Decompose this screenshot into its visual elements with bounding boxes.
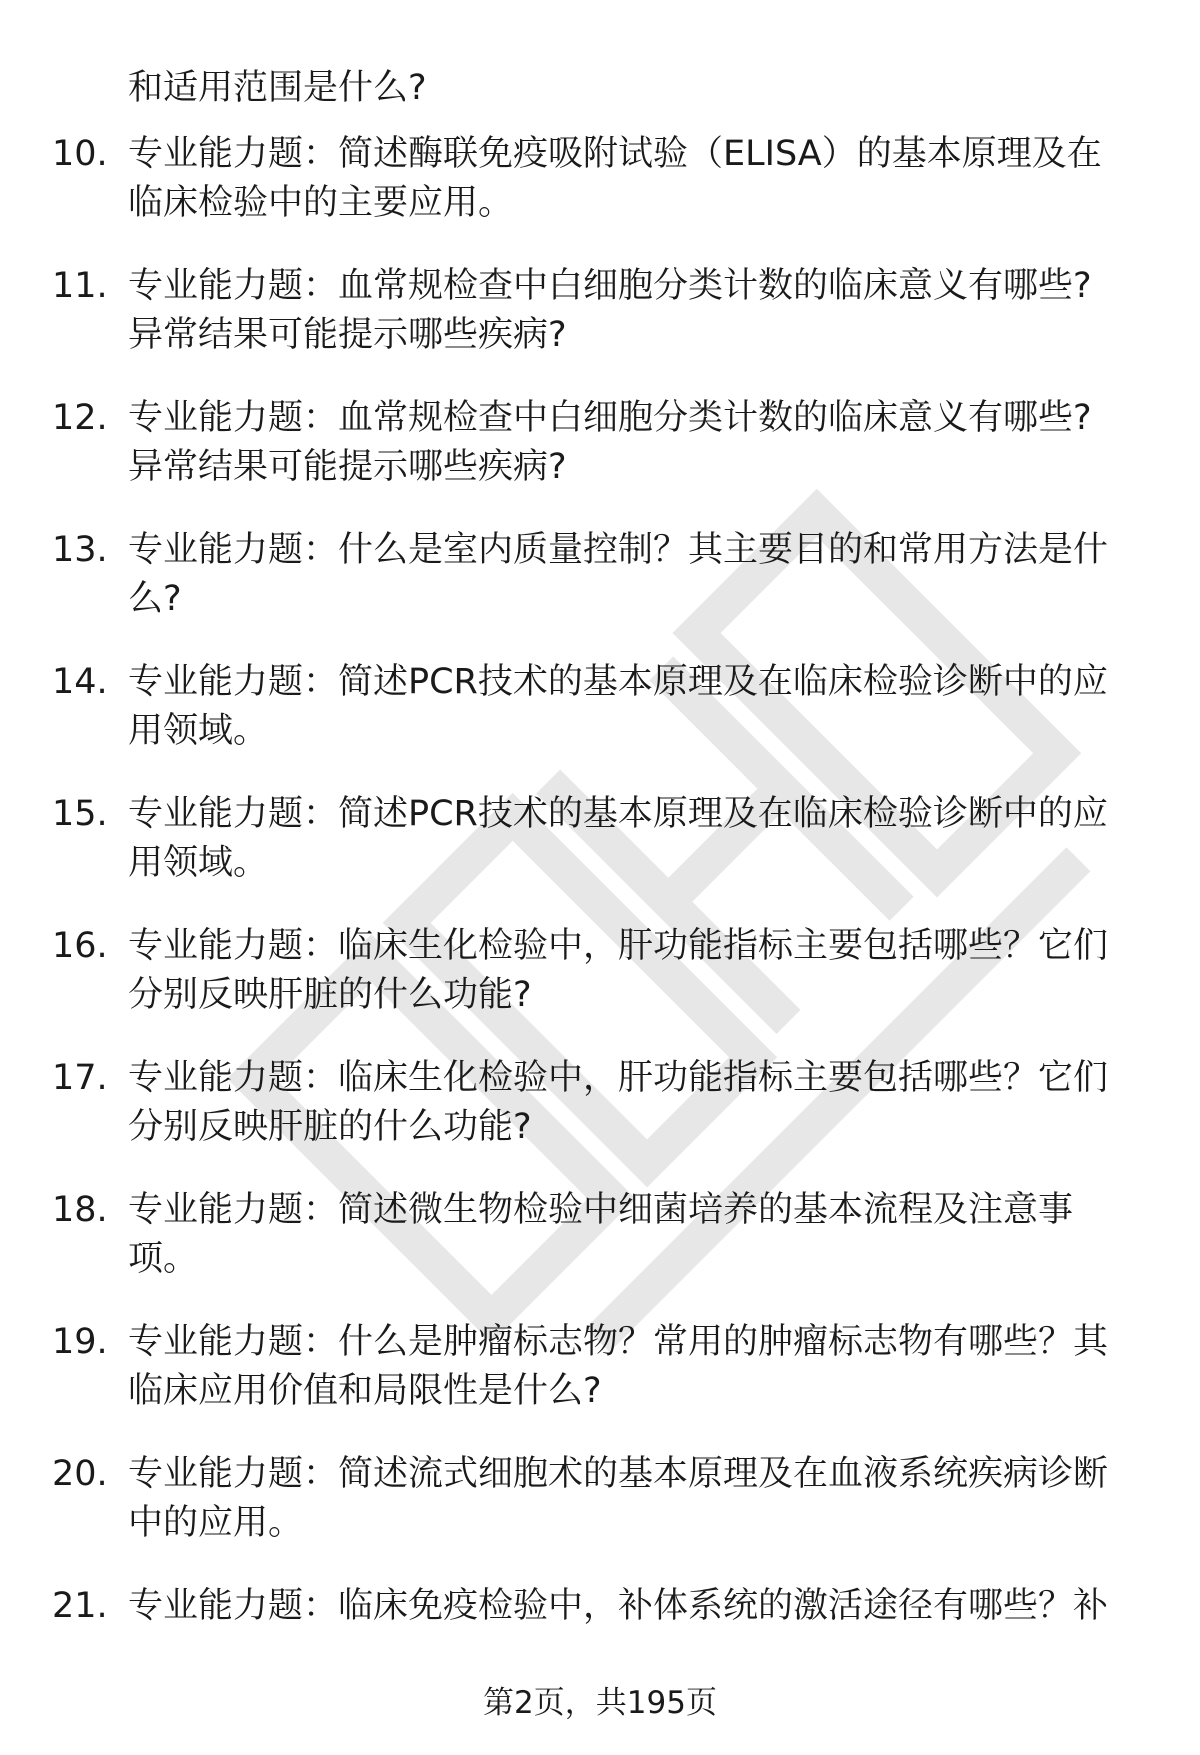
item-text-line1: 专业能力题：临床生化检验中，肝功能指标主要包括哪些？它们 bbox=[128, 926, 1109, 966]
item-number: 12. bbox=[52, 398, 108, 438]
list-item bbox=[0, 528, 1200, 628]
item-text-line2: 临床检验中的主要应用。 bbox=[128, 183, 514, 223]
item-text-line2: 分别反映肝脏的什么功能? bbox=[128, 975, 532, 1015]
item-text-line2: 异常结果可能提示哪些疾病? bbox=[128, 315, 567, 355]
item-text-line1: 专业能力题：简述PCR技术的基本原理及在临床检验诊断中的应 bbox=[128, 794, 1108, 834]
item-number: 11. bbox=[52, 266, 108, 306]
item-number: 13. bbox=[52, 530, 108, 570]
item-text-line2: 项。 bbox=[128, 1239, 199, 1279]
item-text-line2: 分别反映肝脏的什么功能? bbox=[128, 1107, 532, 1147]
item-text-line2: 用领域。 bbox=[128, 711, 269, 751]
list-item bbox=[0, 132, 1200, 232]
item-text-line1: 专业能力题：血常规检查中白细胞分类计数的临床意义有哪些? bbox=[128, 398, 1092, 438]
list-item bbox=[0, 1188, 1200, 1288]
item-number: 14. bbox=[52, 662, 108, 702]
list-item bbox=[0, 1584, 1200, 1684]
list-item bbox=[0, 1056, 1200, 1156]
page-footer: 第2页，共195页 bbox=[483, 1685, 717, 1721]
item-text-line1: 专业能力题：简述PCR技术的基本原理及在临床检验诊断中的应 bbox=[128, 662, 1108, 702]
item-text-line1: 专业能力题：临床免疫检验中，补体系统的激活途径有哪些？补 bbox=[128, 1586, 1109, 1626]
item-text-line2: 临床应用价值和局限性是什么? bbox=[128, 1371, 602, 1411]
item-text-line2: 异常结果可能提示哪些疾病? bbox=[128, 447, 567, 487]
item-text-line1: 专业能力题：临床生化检验中，肝功能指标主要包括哪些？它们 bbox=[128, 1058, 1109, 1098]
question-continuation: 和适用范围是什么? bbox=[128, 68, 427, 108]
item-number: 20. bbox=[52, 1454, 108, 1494]
list-item bbox=[0, 660, 1200, 760]
item-text-line2: 用领域。 bbox=[128, 843, 269, 883]
item-text-line1: 专业能力题：什么是室内质量控制？其主要目的和常用方法是什 bbox=[128, 530, 1109, 570]
item-number: 10. bbox=[52, 134, 108, 174]
item-text-line1: 专业能力题：简述流式细胞术的基本原理及在血液系统疾病诊断 bbox=[128, 1454, 1109, 1494]
item-number: 17. bbox=[52, 1058, 108, 1098]
item-text-line1: 专业能力题：简述酶联免疫吸附试验（ELISA）的基本原理及在 bbox=[128, 134, 1102, 174]
item-number: 19. bbox=[52, 1322, 108, 1362]
item-number: 16. bbox=[52, 926, 108, 966]
item-text-line2: 中的应用。 bbox=[128, 1503, 304, 1543]
list-item bbox=[0, 264, 1200, 364]
list-item bbox=[0, 1452, 1200, 1552]
item-number: 15. bbox=[52, 794, 108, 834]
item-text-line1: 专业能力题：什么是肿瘤标志物？常用的肿瘤标志物有哪些？其 bbox=[128, 1322, 1109, 1362]
item-number: 18. bbox=[52, 1190, 108, 1230]
item-text-line1: 专业能力题：简述微生物检验中细菌培养的基本流程及注意事 bbox=[128, 1190, 1074, 1230]
list-item bbox=[0, 792, 1200, 892]
list-item bbox=[0, 396, 1200, 496]
list-item bbox=[0, 924, 1200, 1024]
item-text-line2: 么? bbox=[128, 579, 182, 619]
item-number: 21. bbox=[52, 1586, 108, 1626]
list-item bbox=[0, 1320, 1200, 1420]
item-text-line1: 专业能力题：血常规检查中白细胞分类计数的临床意义有哪些? bbox=[128, 266, 1092, 306]
